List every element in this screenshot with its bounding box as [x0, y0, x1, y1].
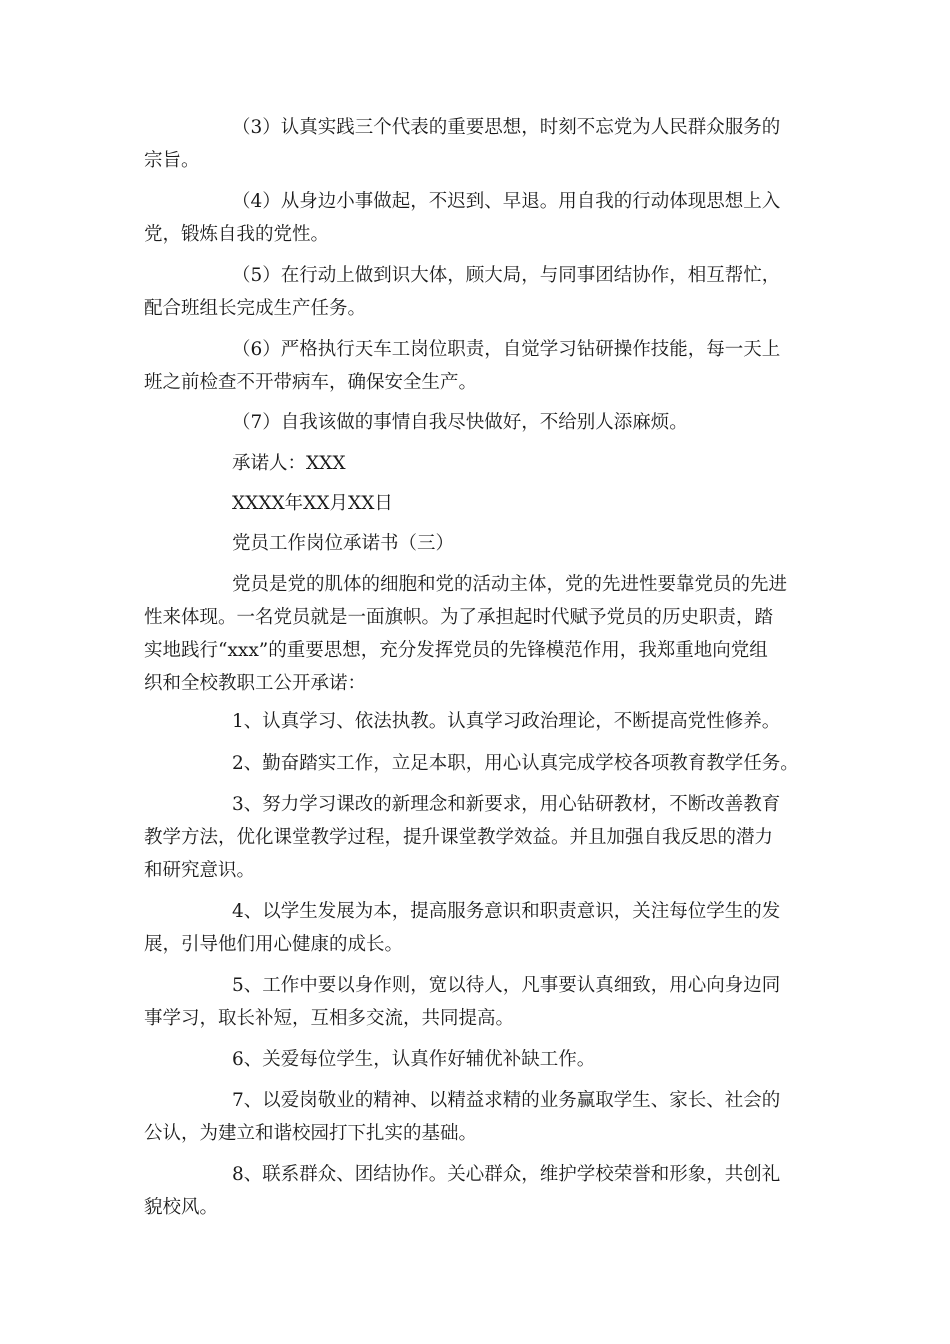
commitment-item-line: 7、以爱岗敬业的精神、以精益求精的业务赢取学生、家长、社会的 — [232, 1090, 781, 1111]
commitment-item-line: 班之前检查不开带病车，确保安全生产。 — [144, 372, 478, 393]
commitment-item-line: 党，锻炼自我的党性。 — [144, 224, 330, 245]
commitment-item-4b — [144, 895, 816, 961]
commitment-item-6 — [144, 333, 816, 399]
commitment-item-line: （4）从身边小事做起，不迟到、早退。用自我的行动体现思想上入 — [232, 191, 781, 212]
commitment-item-4 — [144, 185, 816, 251]
commitment-item-5 — [144, 259, 816, 325]
signer-line: 承诺人：XXX — [232, 453, 346, 474]
commitment-item-line: 6、关爱每位学生，认真作好辅优补缺工作。 — [232, 1049, 596, 1070]
intro-line: 性来体现。一名党员就是一面旗帜。为了承担起时代赋予党员的历史职责，踏 — [144, 607, 774, 628]
commitment-item-line: 貌校风。 — [144, 1197, 219, 1218]
commitment-item-line: 3、努力学习课改的新理念和新要求，用心钻研教材，不断改善教育 — [232, 794, 781, 815]
commitment-item-2 — [144, 747, 816, 780]
commitment-item-6b — [144, 1043, 816, 1076]
date-line: XXXX年XX月XX日 — [232, 493, 393, 514]
section-title: 党员工作岗位承诺书（三） — [232, 533, 455, 554]
commitment-item-7b — [144, 1084, 816, 1150]
commitment-item-line: 和研究意识。 — [144, 860, 256, 881]
intro-paragraph — [144, 568, 816, 700]
commitment-item-line: （7）自我该做的事情自我尽快做好，不给别人添麻烦。 — [232, 412, 688, 433]
commitment-item-line: 1、认真学习、依法执教。认真学习政治理论，不断提高党性修养。 — [232, 711, 781, 732]
intro-line: 织和全校教职工公开承诺： — [144, 673, 367, 694]
commitment-item-line: （6）严格执行天车工岗位职责，自觉学习钻研操作技能，每一天上 — [232, 339, 781, 360]
commitment-item-line: 展，引导他们用心健康的成长。 — [144, 934, 404, 955]
commitment-item-8b — [144, 1158, 816, 1224]
commitment-item-7 — [144, 406, 816, 439]
intro-line: 实地践行“xxx”的重要思想，充分发挥党员的先锋模范作用，我郑重地向党组 — [144, 640, 768, 661]
intro-line: 党员是党的肌体的细胞和党的活动主体，党的先进性要靠党员的先进 — [232, 574, 788, 595]
commitment-item-line: 配合班组长完成生产任务。 — [144, 298, 367, 319]
commitment-item-line: 5、工作中要以身作则，宽以待人，凡事要认真细致，用心向身边同 — [232, 975, 781, 996]
commitment-item-line: 宗旨。 — [144, 150, 200, 171]
commitment-item-3b — [144, 788, 816, 887]
commitment-item-1 — [144, 705, 816, 738]
commitment-item-line: 8、联系群众、团结协作。关心群众，维护学校荣誉和形象，共创礼 — [232, 1164, 781, 1185]
commitment-item-line: 4、以学生发展为本，提高服务意识和职责意识，关注每位学生的发 — [232, 901, 781, 922]
commitment-item-line: 公认，为建立和谐校园打下扎实的基础。 — [144, 1123, 478, 1144]
commitment-item-line: 事学习，取长补短，互相多交流，共同提高。 — [144, 1008, 515, 1029]
commitment-item-line: （3）认真实践三个代表的重要思想，时刻不忘党为人民群众服务的 — [232, 117, 781, 138]
commitment-item-line: （5）在行动上做到识大体，顾大局，与同事团结协作，相互帮忙， — [232, 265, 781, 286]
commitment-item-5b — [144, 969, 816, 1035]
commitment-item-line: 教学方法，优化课堂教学过程，提升课堂教学效益。并且加强自我反思的潜力 — [144, 827, 774, 848]
commitment-item-3 — [144, 111, 816, 177]
commitment-item-line: 2、勤奋踏实工作，立足本职，用心认真完成学校各项教育教学任务。 — [232, 753, 799, 774]
